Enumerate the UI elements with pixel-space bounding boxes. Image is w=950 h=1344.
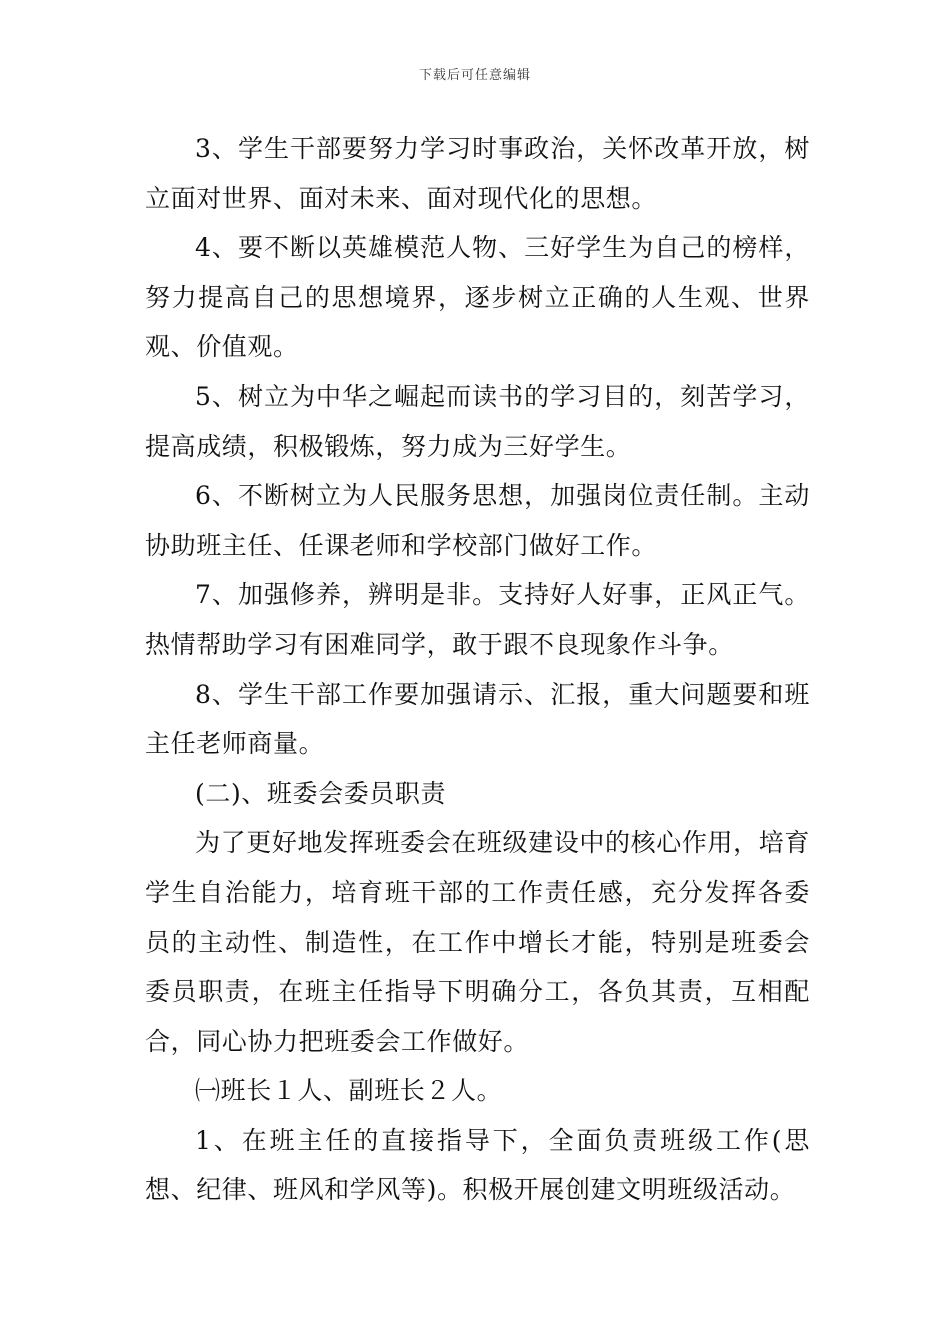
paragraph-item-8: 8、学生干部工作要加强请示、汇报，重大问题要和班主任老师商量。: [145, 679, 810, 759]
subheading-class-monitor: ㈠班长１人、副班长２人。: [195, 1076, 503, 1106]
paragraph-monitor-duty-1: 1、在班主任的直接指导下，全面负责班级工作(思想、纪律、班风和学风等)。积极开展创建文明班级活动。: [145, 1125, 810, 1205]
paragraph-item-3: 3、学生干部要努力学习时事政治，关怀改革开放，树立面对世界、面对未来、面对现代化的思想。: [145, 134, 810, 213]
document-body: [145, 124, 810, 1215]
paragraph-item-6: 6、不断树立为人民服务思想，加强岗位责任制。主动协助班主任、任课老师和学校部门做好工作。: [145, 481, 810, 560]
page-header-note: 下载后可任意编辑: [418, 68, 531, 83]
section-heading-committee-duties: (二)、班委会委员职责: [195, 778, 447, 808]
paragraph-committee-intro: 为了更好地发挥班委会在班级建设中的核心作用，培育学生自治能力，培育班干部的工作责任感，充分发挥各委员的主动性、制造性，在工作中增长才能，特别是班委会委员职责，在班主任指导下明确分工，各负其责，互相配合，同心协力把班委会工作做好。: [145, 828, 810, 1056]
paragraph-item-4: 4、要不断以英雄模范人物、三好学生为自己的榜样，努力提高自己的思想境界，逐步树立正确的人生观、世界观、价值观。: [145, 233, 810, 362]
paragraph-item-7: 7、加强修养，辨明是非。支持好人好事，正风正气。热情帮助学习有困难同学，敢于跟不良现象作斗争。: [145, 580, 810, 659]
paragraph-item-5: 5、树立为中华之崛起而读书的学习目的，刻苦学习，提高成绩，积极锻炼，努力成为三好学生。: [145, 381, 810, 461]
